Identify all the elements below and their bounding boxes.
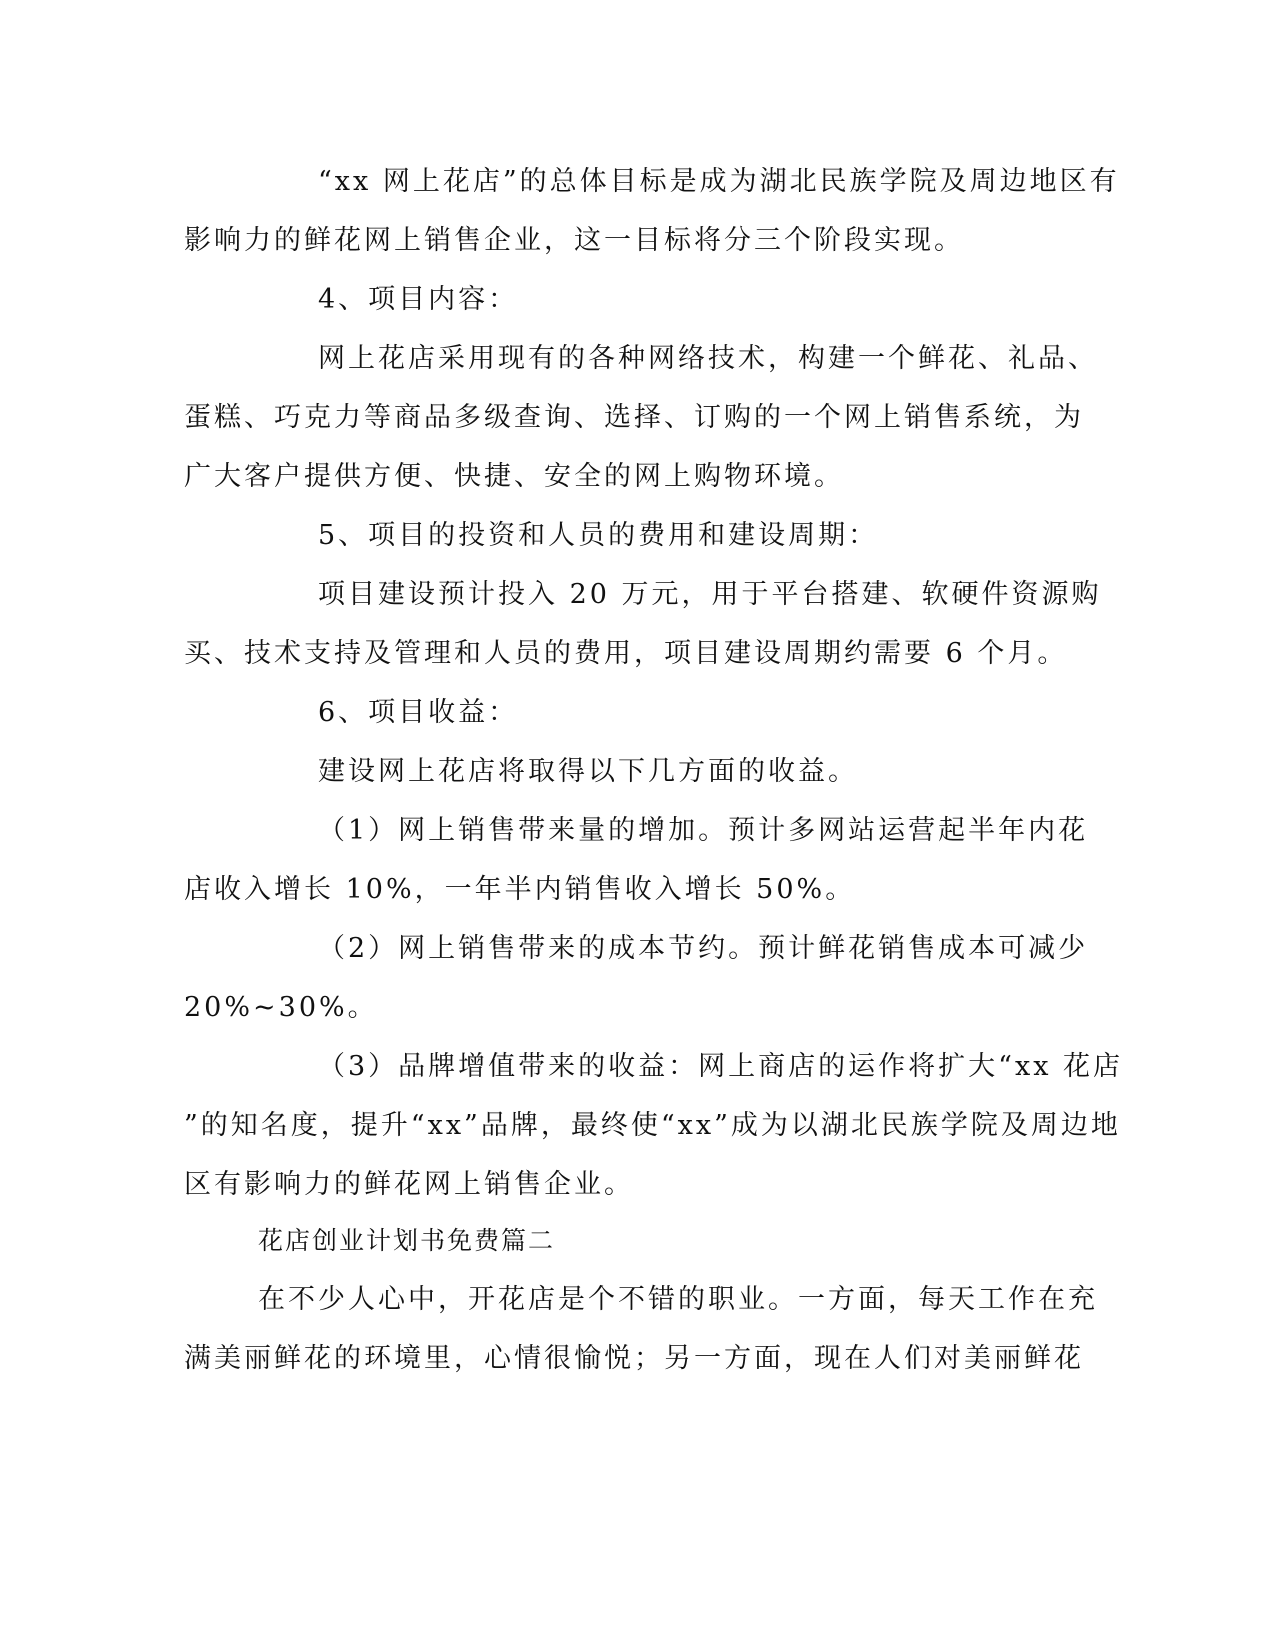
paragraph-line: （2）网上销售带来的成本节约。预计鲜花销售成本可减少 bbox=[318, 933, 1089, 964]
paragraph-line: 满美丽鲜花的环境里，心情很愉悦；另一方面，现在人们对美丽鲜花 bbox=[184, 1343, 1084, 1374]
paragraph-line: ”的知名度，提升“xx”品牌，最终使“xx”成为以湖北民族学院及周边地 bbox=[184, 1110, 1121, 1141]
paragraph-line: “xx 网上花店”的总体目标是成为湖北民族学院及周边地区有 bbox=[318, 166, 1120, 197]
paragraph-line: 区有影响力的鲜花网上销售企业。 bbox=[184, 1169, 634, 1200]
paragraph-line: 广大客户提供方便、快捷、安全的网上购物环境。 bbox=[184, 461, 844, 492]
subtitle: 花店创业计划书免费篇二 bbox=[258, 1226, 556, 1255]
paragraph-line: 店收入增长 10%，一年半内销售收入增长 50%。 bbox=[184, 874, 856, 905]
paragraph-line: 网上花店采用现有的各种网络技术，构建一个鲜花、礼品、 bbox=[318, 343, 1098, 374]
paragraph-line: 建设网上花店将取得以下几方面的收益。 bbox=[318, 756, 858, 787]
paragraph-line: 买、技术支持及管理和人员的费用，项目建设周期约需要 6 个月。 bbox=[184, 638, 1068, 669]
paragraph-line: 蛋糕、巧克力等商品多级查询、选择、订购的一个网上销售系统，为 bbox=[184, 402, 1084, 433]
section-heading: 4、项目内容： bbox=[318, 284, 519, 315]
section-heading: 6、项目收益： bbox=[318, 697, 519, 728]
paragraph-line: 20%~30%。 bbox=[184, 992, 378, 1023]
paragraph-line: （1）网上销售带来量的增加。预计多网站运营起半年内花 bbox=[318, 815, 1089, 846]
paragraph-line: （3）品牌增值带来的收益：网上商店的运作将扩大“xx 花店 bbox=[318, 1051, 1124, 1082]
paragraph-line: 项目建设预计投入 20 万元，用于平台搭建、软硬件资源购 bbox=[318, 579, 1102, 610]
paragraph-line: 在不少人心中，开花店是个不错的职业。一方面，每天工作在充 bbox=[258, 1284, 1098, 1315]
section-heading: 5、项目的投资和人员的费用和建设周期： bbox=[318, 520, 879, 551]
paragraph-line: 影响力的鲜花网上销售企业，这一目标将分三个阶段实现。 bbox=[184, 225, 964, 256]
